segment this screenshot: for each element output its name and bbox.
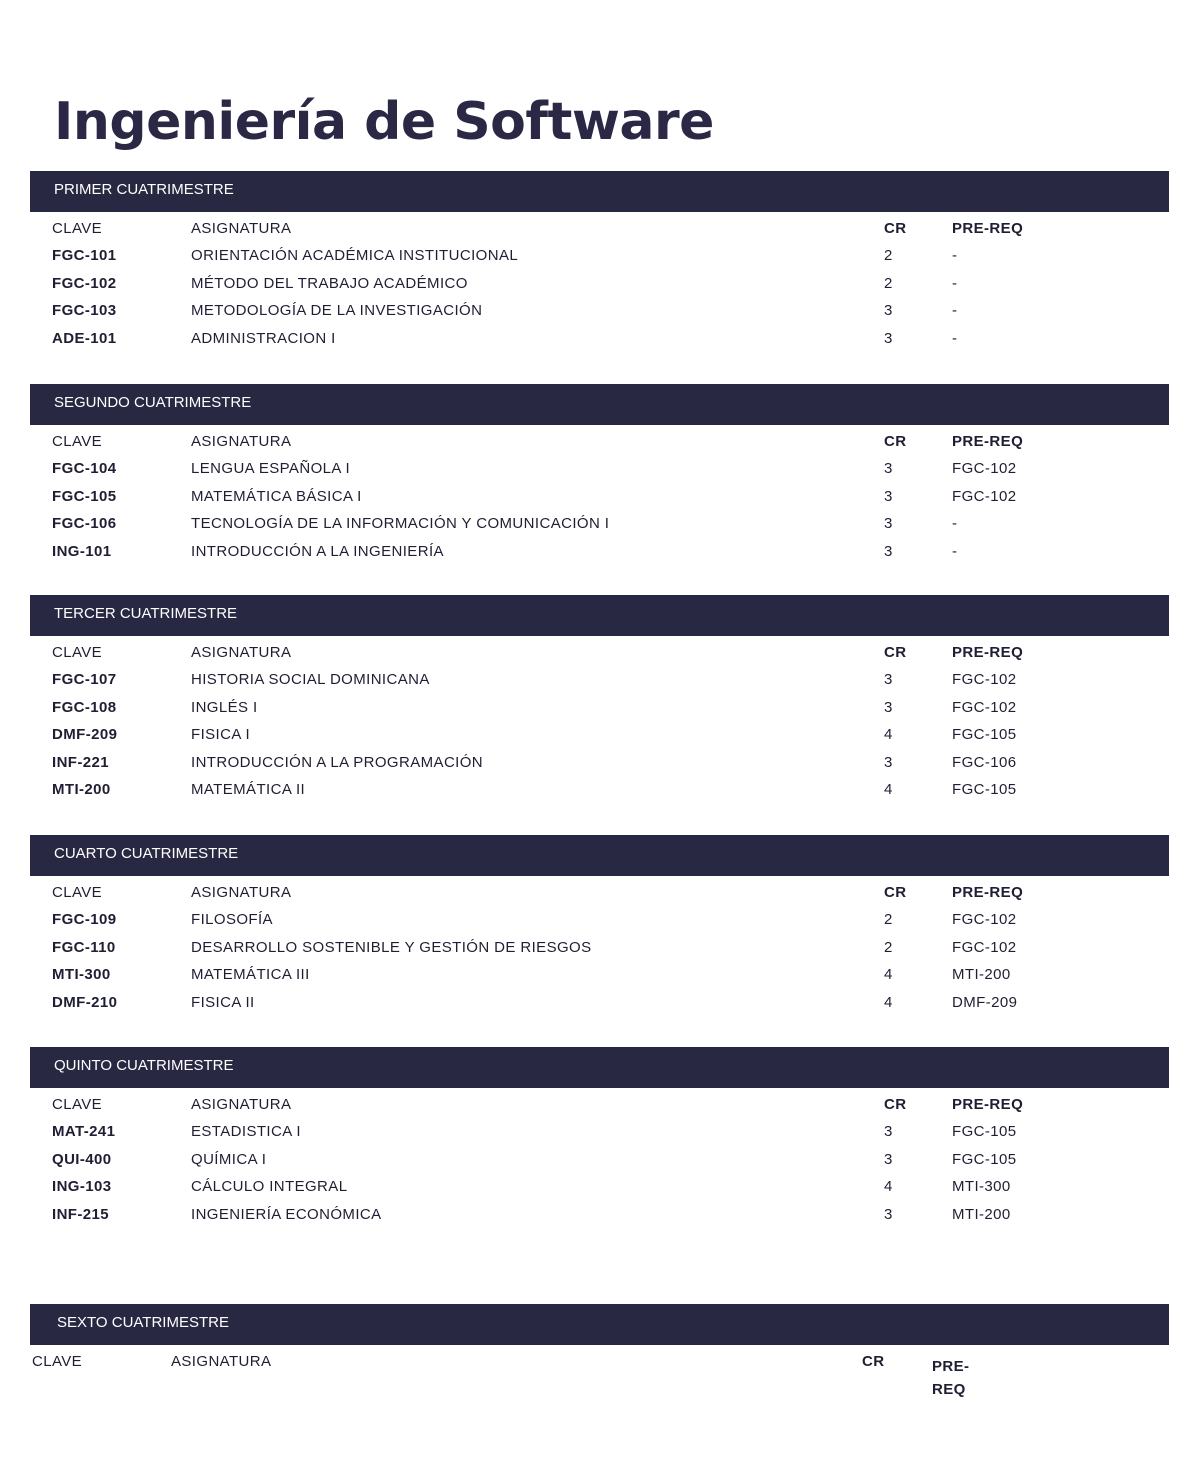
- course-code: FGC-101: [52, 247, 117, 265]
- course-prereq: MTI-300: [952, 1178, 1011, 1196]
- course-code: QUI-400: [52, 1150, 112, 1168]
- column-header-prereq: PRE-REQ: [952, 220, 1024, 237]
- column-header-row: [30, 216, 1169, 243]
- table-row: [30, 539, 1169, 566]
- column-header-asignatura: ASIGNATURA: [191, 1096, 292, 1113]
- course-name: LENGUA ESPAÑOLA I: [191, 460, 351, 478]
- course-code: FGC-103: [52, 302, 117, 320]
- course-prereq: DMF-209: [952, 993, 1018, 1011]
- column-header-prereq: PRE-REQ: [952, 644, 1024, 661]
- course-prereq: -: [952, 274, 958, 292]
- column-header-asignatura: ASIGNATURA: [191, 220, 292, 237]
- course-credits: 3: [884, 1205, 893, 1223]
- column-header-prereq: PRE-REQ: [952, 884, 1024, 901]
- course-name: MATEMÁTICA III: [191, 966, 310, 984]
- course-code: MTI-300: [52, 966, 111, 984]
- table-row: [30, 935, 1169, 962]
- course-prereq: FGC-105: [952, 1123, 1017, 1141]
- table-row: [30, 271, 1169, 298]
- section-header-bar: SEGUNDO CUATRIMESTRE: [30, 384, 1169, 425]
- table-row: [30, 1202, 1169, 1229]
- course-prereq: -: [952, 515, 958, 533]
- course-prereq: FGC-105: [952, 780, 1017, 798]
- course-name: QUÍMICA I: [191, 1150, 267, 1168]
- column-header-row: [30, 1349, 1169, 1398]
- course-code: FGC-102: [52, 274, 117, 292]
- table-row: [30, 456, 1169, 483]
- course-credits: 2: [884, 938, 893, 956]
- section-cuarto-cuatrimestre: [30, 835, 1169, 1017]
- course-code: FGC-109: [52, 911, 117, 929]
- column-header-row: [30, 429, 1169, 456]
- course-name: INGENIERÍA ECONÓMICA: [191, 1205, 382, 1223]
- page-title: Ingeniería de Software: [54, 92, 714, 152]
- course-code: FGC-108: [52, 698, 117, 716]
- table-row: [30, 326, 1169, 353]
- course-prereq: FGC-102: [952, 671, 1017, 689]
- course-name: DESARROLLO SOSTENIBLE Y GESTIÓN DE RIESGOS: [191, 938, 592, 956]
- course-credits: 3: [884, 460, 893, 478]
- column-header-asignatura: ASIGNATURA: [191, 433, 292, 450]
- course-credits: 3: [884, 542, 893, 560]
- column-header-prereq: PRE- REQ: [932, 1358, 970, 1398]
- column-header-row: [30, 1092, 1169, 1119]
- column-header-clave: CLAVE: [32, 1353, 83, 1370]
- course-name: MATEMÁTICA II: [191, 780, 306, 798]
- course-code: MTI-200: [52, 780, 111, 798]
- column-header-cr: CR: [884, 433, 907, 450]
- course-prereq: FGC-102: [952, 938, 1017, 956]
- course-prereq: -: [952, 302, 958, 320]
- course-name: CÁLCULO INTEGRAL: [191, 1178, 348, 1196]
- course-code: FGC-110: [52, 938, 116, 956]
- course-credits: 4: [884, 966, 893, 984]
- table-row: [30, 750, 1169, 777]
- course-code: ADE-101: [52, 329, 117, 347]
- course-prereq: FGC-105: [952, 1150, 1017, 1168]
- section-segundo-cuatrimestre: [30, 384, 1169, 566]
- table-row: [30, 667, 1169, 694]
- table-row: [30, 1119, 1169, 1146]
- course-name: TECNOLOGÍA DE LA INFORMACIÓN Y COMUNICACIÓN I: [191, 515, 610, 533]
- section-sexto-cuatrimestre: [30, 1304, 1169, 1398]
- table-row: [30, 990, 1169, 1017]
- course-prereq: -: [952, 329, 958, 347]
- course-credits: 3: [884, 487, 893, 505]
- course-code: FGC-104: [52, 460, 117, 478]
- course-prereq: FGC-102: [952, 487, 1017, 505]
- column-header-clave: CLAVE: [52, 433, 103, 450]
- table-row: [30, 907, 1169, 934]
- course-code: FGC-105: [52, 487, 117, 505]
- course-credits: 3: [884, 698, 893, 716]
- course-name: HISTORIA SOCIAL DOMINICANA: [191, 671, 430, 689]
- section-quinto-cuatrimestre: [30, 1047, 1169, 1229]
- course-name: ORIENTACIÓN ACADÉMICA INSTITUCIONAL: [191, 247, 519, 265]
- course-credits: 3: [884, 329, 893, 347]
- section-header-bar: CUARTO CUATRIMESTRE: [30, 835, 1169, 876]
- table-row: [30, 695, 1169, 722]
- course-name: INGLÉS I: [191, 698, 258, 716]
- column-header-asignatura: ASIGNATURA: [171, 1353, 272, 1370]
- course-name: ESTADISTICA I: [191, 1123, 301, 1141]
- course-prereq: -: [952, 542, 958, 560]
- course-prereq: -: [952, 247, 958, 265]
- column-header-prereq: PRE-REQ: [952, 1096, 1024, 1113]
- column-header-cr: CR: [884, 644, 907, 661]
- table-row: [30, 1174, 1169, 1201]
- table-row: [30, 298, 1169, 325]
- table-row: [30, 484, 1169, 511]
- column-header-cr: CR: [884, 220, 907, 237]
- section-primer-cuatrimestre: [30, 171, 1169, 353]
- course-credits: 3: [884, 671, 893, 689]
- course-prereq: FGC-102: [952, 698, 1017, 716]
- column-header-asignatura: ASIGNATURA: [191, 884, 292, 901]
- course-code: ING-101: [52, 542, 112, 560]
- course-code: INF-215: [52, 1205, 109, 1223]
- table-row: [30, 1147, 1169, 1174]
- course-credits: 4: [884, 780, 893, 798]
- course-credits: 3: [884, 515, 893, 533]
- section-header-bar: SEXTO CUATRIMESTRE: [30, 1304, 1169, 1345]
- course-credits: 2: [884, 247, 893, 265]
- table-row: [30, 511, 1169, 538]
- section-tercer-cuatrimestre: [30, 595, 1169, 804]
- course-code: DMF-210: [52, 993, 118, 1011]
- course-prereq: MTI-200: [952, 966, 1011, 984]
- course-name: INTRODUCCIÓN A LA PROGRAMACIÓN: [191, 753, 484, 771]
- section-header-bar: PRIMER CUATRIMESTRE: [30, 171, 1169, 212]
- column-header-row: [30, 640, 1169, 667]
- course-credits: 4: [884, 726, 893, 744]
- course-credits: 3: [884, 1123, 893, 1141]
- table-row: [30, 722, 1169, 749]
- course-name: ADMINISTRACION I: [191, 329, 336, 347]
- course-code: ING-103: [52, 1178, 112, 1196]
- course-code: INF-221: [52, 753, 109, 771]
- course-prereq: MTI-200: [952, 1205, 1011, 1223]
- column-header-asignatura: ASIGNATURA: [191, 644, 292, 661]
- table-row: [30, 243, 1169, 270]
- course-credits: 2: [884, 911, 893, 929]
- column-header-clave: CLAVE: [52, 1096, 103, 1113]
- column-header-clave: CLAVE: [52, 884, 103, 901]
- column-header-cr: CR: [862, 1353, 885, 1370]
- course-credits: 4: [884, 1178, 893, 1196]
- course-name: FISICA I: [191, 726, 251, 744]
- course-name: INTRODUCCIÓN A LA INGENIERÍA: [191, 542, 444, 560]
- course-name: FILOSOFÍA: [191, 911, 273, 929]
- column-header-clave: CLAVE: [52, 644, 103, 661]
- column-header-prereq: PRE-REQ: [952, 433, 1024, 450]
- table-row: [30, 962, 1169, 989]
- course-name: METODOLOGÍA DE LA INVESTIGACIÓN: [191, 302, 483, 320]
- course-prereq: FGC-105: [952, 726, 1017, 744]
- column-header-cr: CR: [884, 1096, 907, 1113]
- course-name: MÉTODO DEL TRABAJO ACADÉMICO: [191, 274, 468, 292]
- course-code: FGC-106: [52, 515, 117, 533]
- column-header-cr: CR: [884, 884, 907, 901]
- section-header-bar: QUINTO CUATRIMESTRE: [30, 1047, 1169, 1088]
- course-credits: 3: [884, 753, 893, 771]
- section-header-bar: TERCER CUATRIMESTRE: [30, 595, 1169, 636]
- course-code: MAT-241: [52, 1123, 116, 1141]
- course-credits: 3: [884, 1150, 893, 1168]
- course-name: FISICA II: [191, 993, 255, 1011]
- table-row: [30, 777, 1169, 804]
- course-code: FGC-107: [52, 671, 117, 689]
- course-code: DMF-209: [52, 726, 118, 744]
- column-header-row: [30, 880, 1169, 907]
- course-credits: 3: [884, 302, 893, 320]
- course-prereq: FGC-106: [952, 753, 1017, 771]
- course-prereq: FGC-102: [952, 911, 1017, 929]
- course-name: MATEMÁTICA BÁSICA I: [191, 487, 362, 505]
- course-credits: 4: [884, 993, 893, 1011]
- course-credits: 2: [884, 274, 893, 292]
- column-header-clave: CLAVE: [52, 220, 103, 237]
- course-prereq: FGC-102: [952, 460, 1017, 478]
